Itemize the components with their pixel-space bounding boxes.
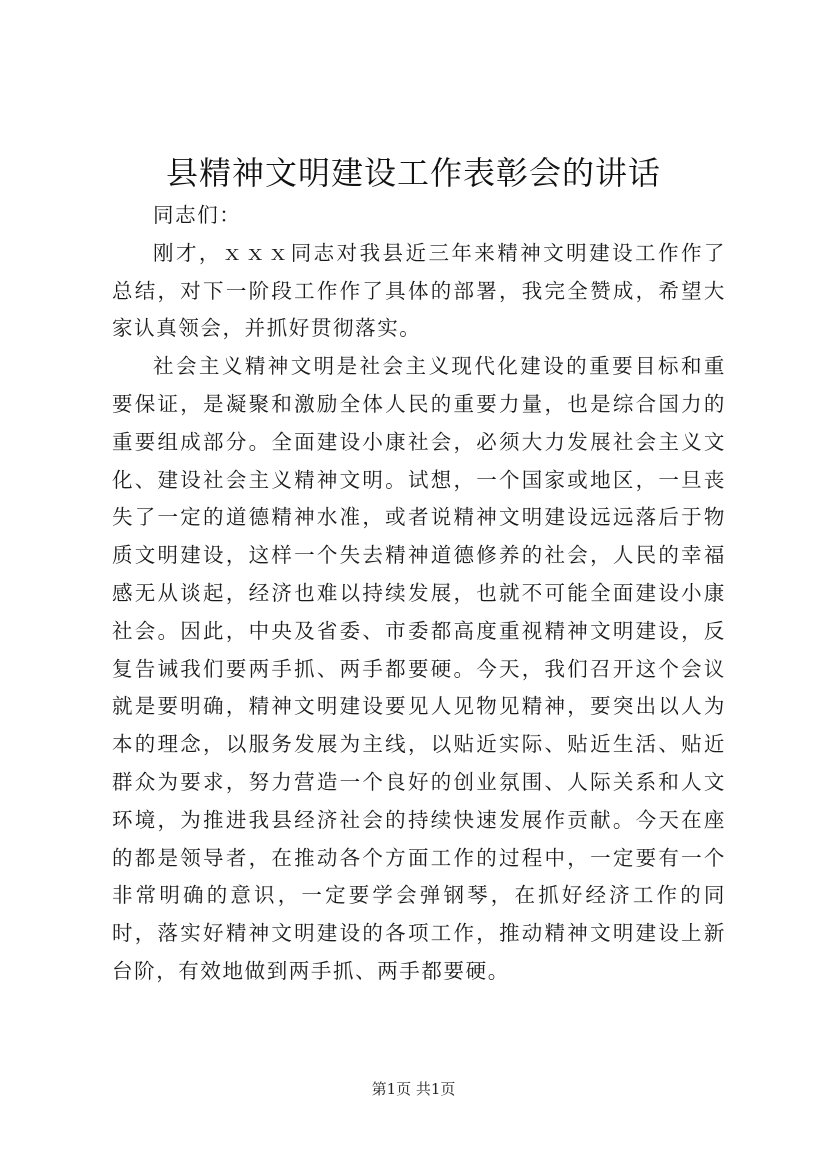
- paragraph-1: 刚才，ｘｘｘ同志对我县近三年来精神文明建设工作作了总结，对下一阶段工作作了具体的部署，我完全赞成，希望大家认真领会，并抓好贯彻落实。: [112, 240, 726, 341]
- page-footer: 第1页 共1页: [371, 1080, 456, 1098]
- document-title: 县精神文明建设工作表彰会的讲话: [165, 154, 661, 192]
- paragraph-2: 社会主义精神文明是社会主义现代化建设的重要目标和重要保证，是凝聚和激励全体人民的重要力量，也是综合国力的重要组成部分。全面建设小康社会，必须大力发展社会主义文化、建设社会主义精神文明。试想，一个国家或地区，一旦丧失了一定的道德精神水准，或者说精神文明建设远远落后于物质文明建设，这样一个失去精神道德修养的社会，人民的幸福感无从谈起，经济也难以持续发展，也就不可能全面建设小康社会。因此，中央及省委、市委都高度重视精神文明建设，反复告诫我们要两手抓、两手都要硬。今天，我们召开这个会议就是要明确，精神文明建设要见人见物见精神，要突出以人为本的理念，以服务发展为主线，以贴近实际、贴近生活、贴近群众为要求，努力营造一个良好的创业氛围、人际关系和人文环境，为推进我县经济社会的持续快速发展作贡献。今天在座的都是领导者，在推动各个方面工作的过程中，一定要有一个非常明确的意识，一定要学会弹钢琴，在抓好经济工作的同时，落实好精神文明建设的各项工作，推动精神文明建设上新台阶，有效地做到两手抓、两手都要硬。: [112, 354, 726, 983]
- salutation: 同志们：: [153, 203, 242, 227]
- document-body: [112, 197, 726, 991]
